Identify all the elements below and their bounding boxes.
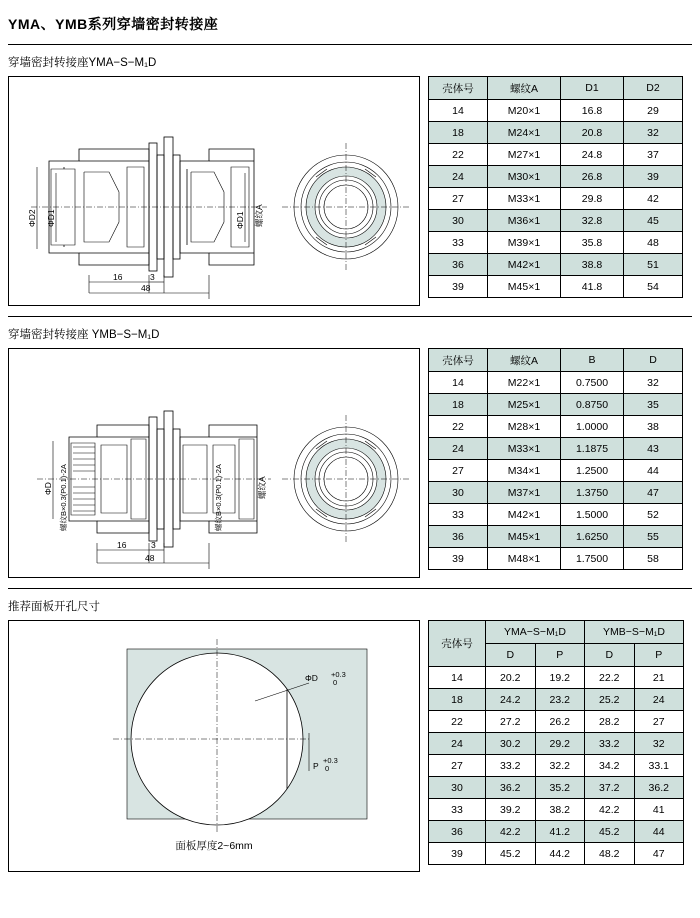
cell: 29	[624, 100, 683, 122]
cell: 39.2	[486, 799, 536, 821]
table-row	[429, 733, 684, 755]
col-header-1: 螺纹A	[488, 77, 561, 100]
label-thread-b-right: 螺纹B×0.3(P0.1)-2A	[214, 464, 223, 531]
col-header-2: B	[561, 349, 624, 372]
cell: 55	[624, 526, 683, 548]
cell: M34×1	[488, 460, 561, 482]
cell: 27.2	[486, 711, 536, 733]
table-row	[429, 144, 683, 166]
cell: 1.7500	[561, 548, 624, 570]
cell: M28×1	[488, 416, 561, 438]
label-phi-d: ΦD	[43, 482, 53, 495]
dim-3-2: 3	[151, 540, 156, 550]
panel-thickness-caption: 面板厚度2~6mm	[175, 840, 253, 852]
cell: 35.8	[561, 232, 624, 254]
cell: 41	[634, 799, 684, 821]
cell: 1.6250	[561, 526, 624, 548]
dim-48-2: 48	[145, 553, 155, 563]
cell: 52	[624, 504, 683, 526]
cell: 37.2	[585, 777, 635, 799]
cell: 36	[429, 254, 488, 276]
dim-3: 3	[150, 272, 155, 282]
cell: 16.8	[561, 100, 624, 122]
cell: 32	[624, 122, 683, 144]
table-row	[429, 210, 683, 232]
cell: M39×1	[488, 232, 561, 254]
cell: 58	[624, 548, 683, 570]
col-header-3: D2	[624, 77, 683, 100]
cell: 30	[429, 210, 488, 232]
cell: M37×1	[488, 482, 561, 504]
cell: 39	[429, 548, 488, 570]
cell: M33×1	[488, 188, 561, 210]
cell: 32.2	[535, 755, 585, 777]
cell: 24	[634, 689, 684, 711]
cell: 39	[624, 166, 683, 188]
table-header-row	[429, 77, 683, 100]
label-phi-d1-left: ΦD1	[46, 209, 56, 227]
cell: 44.2	[535, 843, 585, 865]
table-row	[429, 372, 683, 394]
cell: M22×1	[488, 372, 561, 394]
col-header-2: D1	[561, 77, 624, 100]
cell: 36	[429, 821, 486, 843]
table-row	[429, 667, 684, 689]
table-row	[429, 504, 683, 526]
cell: 30.2	[486, 733, 536, 755]
cell: 14	[429, 100, 488, 122]
cell: 32	[624, 372, 683, 394]
table-header-row	[429, 349, 683, 372]
cell: 20.8	[561, 122, 624, 144]
cell: M24×1	[488, 122, 561, 144]
cell: 24	[429, 166, 488, 188]
cell: 32	[634, 733, 684, 755]
table-row	[429, 460, 683, 482]
section-1-table	[428, 76, 683, 298]
cell: 30	[429, 777, 486, 799]
table-row	[429, 122, 683, 144]
table-row	[429, 711, 684, 733]
dim-48: 48	[141, 283, 151, 293]
cell: 26.8	[561, 166, 624, 188]
table-row	[429, 254, 683, 276]
cell: 39	[429, 276, 488, 298]
cell: 24	[429, 438, 488, 460]
cell: 27	[429, 460, 488, 482]
table-row	[429, 843, 684, 865]
cell: 48	[624, 232, 683, 254]
cell: M45×1	[488, 276, 561, 298]
section-3-table	[428, 620, 684, 865]
section-2	[0, 348, 700, 578]
section-2-table	[428, 348, 683, 570]
table-row	[429, 166, 683, 188]
cell: 42.2	[486, 821, 536, 843]
cell: 25.2	[585, 689, 635, 711]
table-row	[429, 482, 683, 504]
section-1-figure	[8, 76, 420, 306]
cell: 45	[624, 210, 683, 232]
ymb-drawing	[9, 349, 419, 577]
section-2-figure	[8, 348, 420, 578]
label-phi-d2: ΦD2	[27, 209, 37, 227]
cell: 36	[429, 526, 488, 548]
table-row	[429, 755, 684, 777]
cell: 42.2	[585, 799, 635, 821]
cell: 38.8	[561, 254, 624, 276]
cell: 37	[624, 144, 683, 166]
cell: 18	[429, 689, 486, 711]
cell: 1.3750	[561, 482, 624, 504]
label-thread-a: 螺纹A	[254, 204, 264, 227]
col-header-3: D	[624, 349, 683, 372]
section-3-label: 推荐面板开孔尺寸	[8, 601, 100, 613]
cell: 29.8	[561, 188, 624, 210]
cell: 42	[624, 188, 683, 210]
col-header-1: 螺纹A	[488, 349, 561, 372]
table-row	[429, 394, 683, 416]
cell: 22	[429, 711, 486, 733]
label-thread-b-left: 螺纹B×0.3(P0.1)-2A	[59, 464, 68, 531]
table-row	[429, 438, 683, 460]
cell: 39	[429, 843, 486, 865]
cell: 14	[429, 667, 486, 689]
col-header-shell: 壳体号	[429, 621, 486, 667]
cell: 45.2	[585, 821, 635, 843]
cell: 0.7500	[561, 372, 624, 394]
cell: M27×1	[488, 144, 561, 166]
yma-drawing	[9, 77, 419, 305]
cell: M48×1	[488, 548, 561, 570]
cell: 34.2	[585, 755, 635, 777]
cell: 18	[429, 394, 488, 416]
col-header-ymb: YMB−S−M₁D	[585, 621, 684, 644]
cell: 18	[429, 122, 488, 144]
label-p-tol-lower: 0	[325, 764, 330, 773]
cell: 30	[429, 482, 488, 504]
table-row	[429, 689, 684, 711]
col-header-yma: YMA−S−M₁D	[486, 621, 585, 644]
cell: M33×1	[488, 438, 561, 460]
label-hole-diameter: ΦD	[305, 673, 318, 683]
table-row	[429, 526, 683, 548]
dim-16-2: 16	[117, 540, 127, 550]
cell: 33.2	[486, 755, 536, 777]
cell: 23.2	[535, 689, 585, 711]
cell: M25×1	[488, 394, 561, 416]
cell: 45.2	[486, 843, 536, 865]
cell: 36.2	[486, 777, 536, 799]
cell: 27	[634, 711, 684, 733]
cell: 36.2	[634, 777, 684, 799]
cell: 24.2	[486, 689, 536, 711]
cell: 41.2	[535, 821, 585, 843]
cell: 24.8	[561, 144, 624, 166]
cell: 47	[634, 843, 684, 865]
table-row	[429, 100, 683, 122]
cell: 22.2	[585, 667, 635, 689]
cell: 27	[429, 755, 486, 777]
cell: M45×1	[488, 526, 561, 548]
cell: 44	[624, 460, 683, 482]
section-3-figure	[8, 620, 420, 872]
cell: 27	[429, 188, 488, 210]
label-phi-d1-right: ΦD1	[235, 211, 245, 229]
table-row	[429, 777, 684, 799]
cell: 21	[634, 667, 684, 689]
cell: 35.2	[535, 777, 585, 799]
section-1-label: 穿墙密封转接座YMA−S−M₁D	[8, 57, 157, 69]
table-row	[429, 188, 683, 210]
section-3	[0, 620, 700, 872]
cell: 33	[429, 504, 488, 526]
label-hole-tol-upper: +0.3	[331, 670, 346, 679]
cell: 1.2500	[561, 460, 624, 482]
cell: 20.2	[486, 667, 536, 689]
table-row	[429, 276, 683, 298]
table-header-row-group	[429, 621, 684, 644]
cell: 0.8750	[561, 394, 624, 416]
cell: 32.8	[561, 210, 624, 232]
section-2-label: 穿墙密封转接座 YMB−S−M₁D	[8, 329, 160, 341]
cell: 54	[624, 276, 683, 298]
col-header-0: 壳体号	[429, 349, 488, 372]
table-row	[429, 416, 683, 438]
cell: 41.8	[561, 276, 624, 298]
panel-hole-drawing	[9, 621, 419, 871]
cell: 1.0000	[561, 416, 624, 438]
cell: 1.5000	[561, 504, 624, 526]
table-row	[429, 799, 684, 821]
cell: 47	[624, 482, 683, 504]
cell: 44	[634, 821, 684, 843]
page-title: YMA、YMB系列穿墙密封转接座	[8, 16, 219, 32]
cell: 22	[429, 416, 488, 438]
cell: 38.2	[535, 799, 585, 821]
cell: 24	[429, 733, 486, 755]
table-row	[429, 232, 683, 254]
cell: 29.2	[535, 733, 585, 755]
label-hole-tol-lower: 0	[333, 678, 338, 687]
cell: 51	[624, 254, 683, 276]
cell: 22	[429, 144, 488, 166]
cell: 33.2	[585, 733, 635, 755]
table-row	[429, 548, 683, 570]
cell: 33.1	[634, 755, 684, 777]
cell: 35	[624, 394, 683, 416]
sub-header-1: P	[535, 644, 585, 667]
sub-header-2: D	[585, 644, 635, 667]
cell: 28.2	[585, 711, 635, 733]
label-p-tol-upper: +0.3	[323, 756, 338, 765]
cell: 43	[624, 438, 683, 460]
sub-header-3: P	[634, 644, 684, 667]
cell: M36×1	[488, 210, 561, 232]
section-1	[0, 76, 700, 306]
cell: M20×1	[488, 100, 561, 122]
cell: 19.2	[535, 667, 585, 689]
cell: 33	[429, 232, 488, 254]
cell: 38	[624, 416, 683, 438]
cell: 14	[429, 372, 488, 394]
cell: M30×1	[488, 166, 561, 188]
col-header-0: 壳体号	[429, 77, 488, 100]
cell: M42×1	[488, 254, 561, 276]
cell: M42×1	[488, 504, 561, 526]
sub-header-0: D	[486, 644, 536, 667]
cell: 1.1875	[561, 438, 624, 460]
cell: 26.2	[535, 711, 585, 733]
dim-16: 16	[113, 272, 123, 282]
cell: 48.2	[585, 843, 635, 865]
cell: 33	[429, 799, 486, 821]
table-row	[429, 821, 684, 843]
label-p: P	[313, 761, 319, 771]
label-thread-a-2: 螺纹A	[257, 476, 267, 499]
